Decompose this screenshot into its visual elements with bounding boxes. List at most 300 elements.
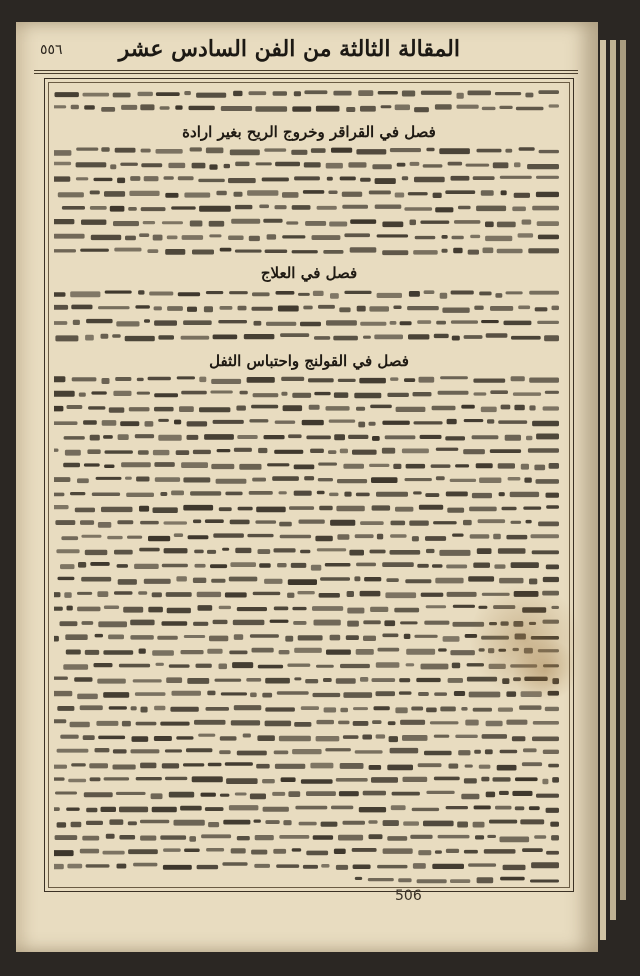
script-word [54, 777, 65, 780]
script-word [253, 592, 281, 595]
script-word [114, 248, 141, 252]
script-word [418, 763, 442, 767]
script-word [263, 219, 282, 223]
script-word [176, 576, 187, 581]
script-word [377, 865, 407, 869]
script-word [528, 448, 559, 453]
script-word [539, 150, 559, 153]
script-word [136, 722, 157, 726]
script-word [54, 449, 59, 452]
script-word [138, 450, 149, 455]
script-word [243, 734, 251, 738]
script-word [410, 835, 432, 839]
script-word [369, 765, 382, 770]
script-word [495, 806, 512, 810]
script-word [478, 519, 506, 523]
script-word [519, 705, 541, 710]
script-word [479, 478, 501, 484]
script-word [319, 506, 333, 511]
script-word [65, 450, 81, 456]
script-word [210, 564, 227, 568]
script-word [54, 493, 64, 497]
script-word [171, 491, 184, 496]
script-word [442, 249, 448, 253]
script-word [80, 705, 103, 710]
script-word [414, 177, 445, 183]
script-word [369, 464, 389, 467]
script-word [311, 565, 321, 571]
script-word [66, 650, 81, 655]
script-word [222, 862, 247, 865]
script-word [118, 579, 137, 585]
script-word [220, 248, 232, 252]
script-word [171, 206, 196, 209]
script-word [343, 464, 364, 469]
script-word [258, 448, 267, 453]
script-word [493, 534, 501, 540]
script-word [513, 392, 541, 396]
script-word [392, 792, 420, 796]
script-word [388, 721, 396, 725]
script-word [375, 205, 402, 209]
script-word [536, 479, 560, 484]
script-word [536, 434, 559, 440]
script-word [426, 791, 454, 794]
script-word [323, 250, 343, 254]
script-word [343, 692, 372, 698]
script-word [231, 848, 246, 853]
script-word [389, 736, 398, 742]
script-word [309, 405, 320, 410]
script-word [119, 807, 148, 813]
script-word [229, 805, 259, 810]
script-word [55, 92, 79, 97]
script-word [229, 651, 247, 655]
script-word [382, 634, 398, 638]
script-word [180, 806, 202, 811]
script-word [163, 848, 181, 852]
script-word [503, 865, 526, 870]
script-word [83, 93, 110, 97]
script-word [179, 406, 194, 412]
script-word [143, 221, 155, 224]
script-word [363, 620, 381, 624]
script-word [229, 291, 248, 294]
script-word [452, 534, 464, 537]
script-word [445, 190, 475, 194]
script-word [54, 592, 61, 597]
script-word [117, 864, 127, 869]
script-word [481, 777, 489, 782]
script-word [247, 190, 278, 196]
script-word [318, 305, 335, 309]
script-word [121, 462, 151, 467]
script-word [343, 735, 359, 739]
script-word [400, 321, 412, 325]
script-word [334, 392, 348, 398]
script-word [281, 777, 296, 782]
script-word [192, 163, 206, 169]
script-word [177, 376, 195, 379]
script-word [187, 435, 199, 440]
script-word [324, 707, 337, 712]
script-word [371, 477, 398, 483]
script-word [196, 664, 212, 668]
script-word [54, 321, 67, 325]
script-word [64, 592, 71, 598]
script-word [408, 192, 428, 195]
script-word [426, 148, 434, 151]
script-word [518, 233, 534, 237]
script-word [469, 692, 501, 698]
script-word [318, 463, 337, 466]
script-word [536, 176, 559, 179]
script-word [263, 807, 289, 812]
script-word [421, 91, 452, 95]
script-word [85, 650, 99, 655]
script-word [301, 779, 333, 784]
script-word [132, 736, 149, 742]
script-word [368, 878, 394, 881]
script-word [312, 606, 343, 611]
script-word [84, 463, 100, 466]
script-word [73, 320, 80, 325]
script-word [256, 764, 270, 769]
script-word [113, 749, 127, 753]
script-word [512, 207, 526, 212]
script-word [106, 834, 115, 839]
script-word [387, 836, 407, 841]
script-word [88, 406, 105, 409]
script-word [546, 505, 559, 509]
script-word [133, 679, 162, 682]
script-word [140, 820, 169, 823]
script-word [237, 607, 267, 611]
script-word [90, 191, 100, 195]
script-word [96, 477, 122, 480]
script-word [319, 593, 340, 598]
script-word [378, 91, 398, 95]
script-word [113, 221, 139, 226]
script-word [523, 507, 541, 510]
script-word [194, 720, 226, 725]
script-word [139, 649, 146, 654]
script-word [104, 777, 130, 780]
script-word [181, 462, 208, 468]
script-word [447, 592, 477, 597]
script-word [236, 406, 246, 411]
script-word [110, 206, 125, 212]
script-word [125, 236, 136, 241]
script-word [228, 178, 256, 183]
script-word [274, 450, 303, 454]
script-word [164, 521, 188, 524]
script-word [537, 321, 559, 324]
script-word [511, 336, 541, 340]
page-number-top: ٥٥٦ [40, 42, 63, 58]
script-word [137, 392, 150, 395]
script-word [383, 848, 413, 854]
script-word [70, 291, 100, 297]
script-word [374, 335, 403, 340]
script-word [551, 835, 559, 840]
script-word [323, 678, 332, 682]
script-word [395, 193, 405, 198]
script-word [207, 649, 222, 654]
script-word [336, 865, 348, 870]
script-word [294, 648, 322, 653]
script-word [414, 421, 443, 424]
script-word [91, 235, 121, 240]
script-word [135, 434, 154, 438]
script-word [234, 705, 261, 710]
script-word [233, 620, 265, 625]
script-word [329, 420, 356, 423]
script-word [390, 148, 421, 152]
script-word [138, 591, 147, 595]
script-word [66, 808, 80, 811]
script-word [140, 836, 156, 841]
script-word [331, 806, 353, 810]
script-word [315, 536, 332, 542]
script-word [264, 579, 282, 584]
script-word [154, 736, 172, 741]
script-word [485, 236, 512, 241]
script-word [104, 465, 114, 469]
script-word [514, 162, 521, 167]
script-word [326, 163, 343, 169]
script-word [85, 335, 94, 341]
script-word [163, 865, 192, 870]
script-word [486, 333, 508, 338]
script-word [281, 377, 304, 381]
script-word [463, 449, 485, 454]
script-word [461, 794, 479, 800]
script-word [414, 107, 429, 112]
script-word [399, 678, 410, 682]
script-word [354, 393, 381, 398]
script-word [340, 708, 348, 713]
script-word [417, 564, 429, 568]
script-word [512, 736, 526, 741]
script-word [316, 736, 340, 741]
script-word [204, 434, 234, 440]
script-word [348, 435, 368, 439]
script-word [197, 865, 219, 869]
script-word [449, 764, 459, 769]
script-word [170, 707, 198, 712]
script-word [147, 249, 158, 253]
script-word [85, 550, 108, 555]
script-word [193, 450, 211, 454]
script-word [250, 794, 266, 800]
script-word [98, 621, 127, 627]
script-word [71, 763, 86, 766]
script-word [317, 491, 325, 495]
script-word [167, 306, 183, 311]
script-word [301, 706, 319, 710]
script-word [211, 579, 225, 583]
script-word [238, 507, 253, 511]
script-word [206, 848, 224, 852]
script-word [432, 406, 456, 411]
script-word [339, 307, 350, 312]
script-word [149, 292, 173, 296]
script-word [376, 734, 386, 738]
script-word [101, 147, 109, 152]
script-word [522, 762, 542, 766]
script-word [254, 321, 262, 326]
script-word [190, 147, 202, 151]
script-word [81, 535, 101, 538]
script-word [56, 549, 79, 553]
script-word [266, 322, 296, 326]
section-heading: فصل في القولنج واحتباس الثفل [209, 352, 409, 370]
script-word [262, 178, 289, 182]
script-word [165, 193, 178, 198]
script-word [190, 221, 203, 227]
script-word [54, 864, 64, 869]
script-word [219, 750, 231, 754]
script-word [384, 620, 395, 626]
script-word [193, 578, 206, 583]
script-word [529, 291, 559, 295]
script-word [350, 219, 376, 224]
script-word [440, 707, 456, 712]
script-word [298, 635, 323, 640]
script-word [353, 721, 369, 726]
script-word [250, 634, 279, 638]
script-word [279, 650, 290, 654]
script-word [54, 607, 63, 611]
script-word [154, 462, 174, 467]
script-word [141, 149, 151, 153]
script-word [275, 764, 305, 769]
running-head: المقالة الثالثة من الفن السادس عشر [118, 36, 460, 62]
script-word [231, 720, 260, 725]
script-word [157, 636, 178, 640]
script-word [544, 335, 559, 341]
script-word [278, 306, 299, 312]
script-word [549, 104, 559, 107]
script-word [249, 91, 267, 95]
script-word [152, 807, 177, 813]
script-word [393, 464, 401, 469]
script-word [515, 777, 538, 781]
script-word [234, 634, 243, 640]
script-word [77, 607, 100, 612]
script-word [497, 765, 517, 771]
script-word [110, 164, 116, 169]
script-word [299, 520, 325, 524]
script-word [377, 234, 409, 237]
script-word [543, 577, 559, 582]
script-word [510, 492, 539, 497]
script-word [158, 335, 174, 339]
script-word [485, 222, 494, 228]
script-word [468, 576, 494, 581]
script-word [281, 392, 287, 396]
script-word [131, 706, 137, 710]
script-word [474, 306, 483, 310]
script-word [292, 250, 318, 253]
script-word [385, 435, 416, 439]
script-word [140, 104, 154, 110]
script-word [340, 664, 370, 668]
script-word [464, 335, 483, 339]
script-word [334, 849, 346, 854]
script-word [215, 679, 242, 682]
script-word [113, 765, 136, 770]
script-word [158, 435, 181, 441]
script-word [210, 391, 232, 394]
script-word [101, 334, 109, 339]
script-word [376, 492, 408, 497]
script-word [276, 864, 299, 868]
script-word [432, 564, 443, 568]
script-word [54, 176, 70, 181]
script-word [265, 250, 288, 254]
script-word [502, 507, 517, 511]
script-word [120, 163, 138, 166]
script-word [76, 177, 88, 180]
script-word [206, 707, 230, 711]
script-word [252, 292, 270, 296]
script-word [280, 535, 311, 538]
script-word [101, 807, 117, 812]
script-word [314, 620, 341, 626]
script-word [156, 663, 164, 666]
script-word [501, 190, 507, 195]
script-word [54, 292, 66, 297]
script-word [167, 236, 178, 240]
script-word [370, 607, 388, 612]
script-word [526, 520, 532, 524]
script-word [262, 693, 272, 698]
script-word [186, 748, 212, 752]
script-word [251, 850, 267, 855]
script-word [305, 679, 318, 683]
script-word [519, 147, 535, 150]
script-word [430, 721, 459, 724]
script-word [265, 707, 295, 711]
script-word [328, 191, 337, 195]
script-word [438, 648, 447, 651]
script-word [211, 379, 241, 384]
script-word [481, 190, 494, 195]
script-word [288, 791, 300, 797]
script-word [406, 649, 435, 655]
script-word [156, 149, 183, 154]
script-word [235, 548, 251, 553]
script-word [209, 636, 228, 642]
script-word [105, 450, 133, 453]
script-word [440, 293, 448, 299]
script-word [74, 677, 92, 682]
script-word [107, 536, 123, 539]
script-word [292, 393, 311, 398]
script-word [294, 722, 311, 727]
script-word [382, 222, 403, 228]
script-word [195, 564, 206, 568]
script-word [112, 334, 121, 338]
script-word [493, 777, 511, 781]
script-word [253, 393, 279, 397]
script-word [340, 763, 364, 769]
script-word [275, 205, 287, 209]
script-word [532, 737, 559, 742]
script-word [115, 377, 131, 381]
